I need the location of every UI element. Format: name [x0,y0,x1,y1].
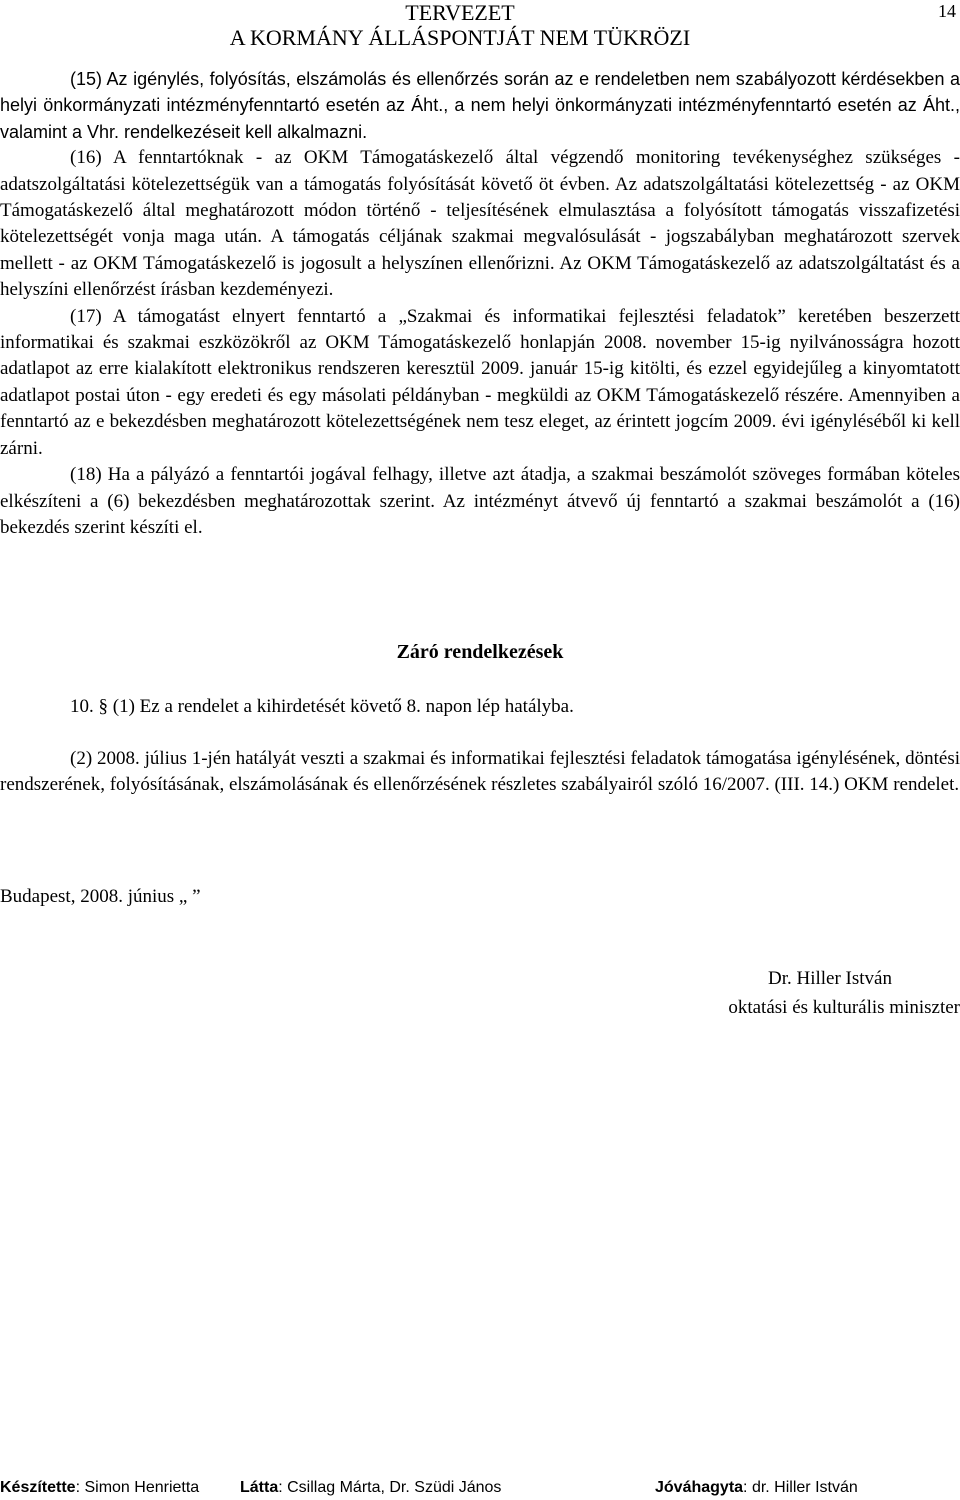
footer-approved-value: : dr. Hiller István [743,1479,858,1496]
footer-approved-label: Jóváhagyta [655,1479,744,1496]
paragraph-18: (18) Ha a pályázó a fenntartói jogával felhagy, illetve azt átadja, a szakmai beszámolót szöveges formában köteles elkészíteni a (6) bekezdésben meghatározottak szerint. Az intézményt átvevő új fenntartó a szakmai beszámolót a (16) bekezdés szerint készíti el. [0,464,960,538]
footer-seen-value: : Csillag Márta, Dr. Szüdi János [278,1479,502,1496]
signatory-title: oktatási és kulturális miniszter [728,997,960,1018]
footer-prepared-label: Készítette [0,1479,76,1496]
footer-prepared [0,1476,199,1500]
footer-approved [655,1476,858,1500]
clause-10-2: (2) 2008. július 1-jén hatályát veszti a szakmai és informatikai fejlesztési feladatok támogatása igénylésének, döntési rendszerének, folyósításának, elszámolásának és ellenőrzésének részletes szabályairól szóló 16/2007. (III. 14.) OKM rendelet. [0,748,960,796]
section-title: Záró rendelkezések [396,641,564,663]
paragraph-17: (17) A támogatást elnyert fenntartó a „Szakmai és informatikai fejlesztési feladatok” keretében beszerzett informatikai és szakmai eszközökről az OKM Támogatáskezelő honlapján 2008. november 15-ig nyilvánosságra hozott adatlapot az erre kialakított elektronikus rendszeren keresztül 2009. január 15-ig kitölti, és ezzel egyidejűleg a kinyomtatott adatlapot postai úton - egy eredeti és egy másolati példányban - megküldi az OKM Támogatáskezelő részére. Amennyiben a fenntartó az e bekezdésben meghatározott kötelezettségének nem tesz eleget, az érintett jogcím 2009. évi igényléséből ki kell zárni. [0,305,960,459]
clause-10-1: 10. § (1) Ez a rendelet a kihirdetését követő 8. napon lép hatályba. [70,696,574,717]
disclaimer-label: A KORMÁNY ÁLLÁSPONTJÁT NEM TÜKRÖZI [229,25,691,50]
paragraph-15: (15) Az igénylés, folyósítás, elszámolás és ellenőrzés során az e rendeletben nem szabályozott kérdésekben a helyi önkormányzati intézményfenntartó esetén az Áht., a nem helyi önkormányzati intézményfenntartó esetén az Áht., valamint a Vhr. rendelkezéseit kell alkalmazni. [0,69,960,142]
document-header [0,0,960,56]
paragraph-16: (16) A fenntartóknak - az OKM Támogatáskezelő által végzendő monitoring tevékenységhez szükséges - adatszolgáltatási kötelezettségük van a támogatás folyósítását követő öt évben. Az adatszolgáltatási kötelezettség - az OKM Támogatáskezelő által meghatározott módon történő - teljesítésének elmulasztása a folyósított támogatás visszafizetési kötelezettségét vonja maga után. A támogatás céljának szakmai megvalósulását - jogszabályban meghatározott szervek mellett - az OKM Támogatáskezelő is jogosult a helyszínen ellenőrizni. Az OKM Támogatáskezelő az adatszolgáltatást és a helyszíni ellenőrzést írásban kezdeményezi. [0,147,960,301]
document-body [0,66,960,541]
document-footer [0,1476,960,1500]
clause-10-2-wrapper [0,746,960,799]
signature-block [728,964,960,1022]
draft-label: TERVEZET [405,0,515,25]
footer-seen [240,1476,501,1500]
footer-seen-label: Látta [240,1479,279,1496]
place-date: Budapest, 2008. június „ ” [0,886,201,907]
page-number: 14 [938,1,956,21]
footer-prepared-value: : Simon Henrietta [75,1479,200,1496]
signatory-name: Dr. Hiller István [767,968,892,989]
